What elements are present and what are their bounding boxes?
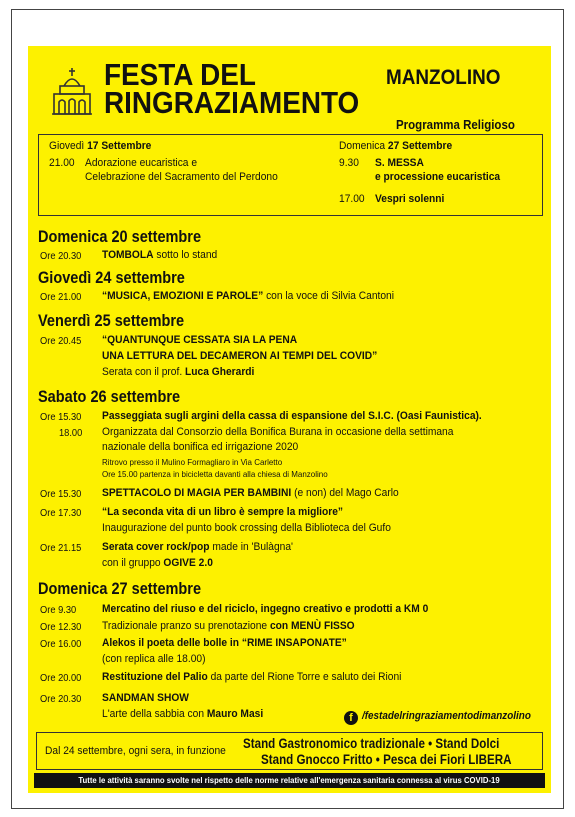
facebook-handle[interactable]: /festadelringraziamentodimanzolino bbox=[362, 710, 531, 722]
rel-right-event1-line1: S. MESSA bbox=[375, 157, 424, 169]
day-heading: Sabato 26 settembre bbox=[38, 388, 181, 406]
stands-line-2: Stand Gnocco Fritto • Pesca dei Fiori LIBERA bbox=[261, 752, 512, 767]
event-time: Ore 15.30 bbox=[40, 412, 82, 423]
rel-right-event1-line2: e processione eucaristica bbox=[375, 171, 501, 183]
day-heading: Venerdì 25 settembre bbox=[38, 312, 185, 330]
event-text: SANDMAN SHOW bbox=[102, 692, 189, 704]
day-heading: Domenica 20 settembre bbox=[38, 228, 202, 246]
facebook-icon: f bbox=[344, 711, 358, 725]
event-text: Restituzione del Palio da parte del Rione Torre e saluto dei Rioni bbox=[102, 671, 402, 683]
title-line-1: FESTA DEL bbox=[104, 57, 256, 92]
event-text: Inaugurazione del punto book crossing della Biblioteca del Gufo bbox=[102, 522, 391, 534]
event-time: Ore 15.30 bbox=[40, 489, 82, 500]
event-note: Ore 15.00 partenza in bicicletta davanti alla chiesa di Manzolino bbox=[102, 469, 328, 479]
rel-left-line1: Adorazione eucaristica e bbox=[85, 157, 198, 169]
event-text: Alekos il poeta delle bolle in “RIME INSAPONATE” bbox=[102, 637, 347, 649]
event-text: “La seconda vita di un libro è sempre la migliore” bbox=[102, 506, 344, 518]
event-text: Passeggiata sugli argini della cassa di espansione del S.I.C. (Oasi Faunistica). bbox=[102, 410, 482, 422]
program-label: Programma Religioso bbox=[396, 118, 515, 132]
day-heading: Domenica 27 settembre bbox=[38, 580, 202, 598]
event-text: “QUANTUNQUE CESSATA SIA LA PENA bbox=[102, 334, 298, 346]
event-time: 18.00 bbox=[59, 428, 83, 439]
event-text: nazionale della bonifica ed irrigazione 2020 bbox=[102, 441, 299, 453]
event-time: Ore 21.00 bbox=[40, 292, 82, 303]
rel-left-line2: Celebrazione del Sacramento del Perdono bbox=[85, 171, 278, 183]
event-time: Ore 9.30 bbox=[40, 605, 77, 616]
rel-right-time1: 9.30 bbox=[339, 157, 359, 169]
event-text: Organizzata dal Consorzio della Bonifica Burana in occasione della settimana bbox=[102, 426, 454, 438]
event-text: Mercatino del riuso e del riciclo, ingegno creativo e prodotti a KM 0 bbox=[102, 603, 429, 615]
rel-right-event2: Vespri solenni bbox=[375, 193, 445, 205]
event-text: TOMBOLA sotto lo stand bbox=[102, 249, 218, 261]
title-line-2: RINGRAZIAMENTO bbox=[104, 85, 360, 120]
event-text: (con replica alle 18.00) bbox=[102, 653, 206, 665]
stands-box bbox=[36, 732, 543, 770]
event-text: UNA LETTURA DEL DECAMERON AI TEMPI DEL COVID” bbox=[102, 350, 378, 362]
event-time: Ore 17.30 bbox=[40, 508, 82, 519]
event-text: Serata con il prof. Luca Gherardi bbox=[102, 366, 255, 378]
event-time: Ore 16.00 bbox=[40, 639, 82, 650]
rel-left-heading: Giovedì 17 Settembre bbox=[49, 140, 152, 152]
event-time: Ore 21.15 bbox=[40, 543, 82, 554]
event-time: Ore 20.30 bbox=[40, 694, 82, 705]
event-text: con il gruppo OGIVE 2.0 bbox=[102, 557, 213, 569]
day-heading: Giovedì 24 settembre bbox=[38, 269, 185, 287]
event-note: Ritrovo presso il Mulino Formagliaro in Via Carletto bbox=[102, 457, 283, 467]
event-time: Ore 20.45 bbox=[40, 336, 82, 347]
event-text: L'arte della sabbia con Mauro Masi bbox=[102, 708, 264, 720]
event-time: Ore 20.30 bbox=[40, 251, 82, 262]
religious-program-box bbox=[38, 134, 543, 216]
church-logo-icon bbox=[50, 64, 94, 118]
rel-right-time2: 17.00 bbox=[339, 193, 365, 205]
rel-right-heading: Domenica 27 Settembre bbox=[339, 140, 453, 152]
covid-footer-note: Tutte le attività saranno svolte nel rispetto delle norme relative all'emergenza sanitaria connessa al virus COVID-19 bbox=[34, 773, 545, 788]
town-name: MANZOLINO bbox=[386, 66, 501, 89]
rel-left-time: 21.00 bbox=[49, 157, 75, 169]
event-text: Serata cover rock/pop made in 'Bulàgna' bbox=[102, 541, 294, 553]
event-text: “MUSICA, EMOZIONI E PAROLE” con la voce di Silvia Cantoni bbox=[102, 290, 395, 302]
poster bbox=[28, 46, 551, 793]
event-text: Tradizionale pranzo su prenotazione con MENÙ FISSO bbox=[102, 620, 355, 632]
stands-intro: Dal 24 settembre, ogni sera, in funzione bbox=[45, 745, 226, 757]
event-time: Ore 20.00 bbox=[40, 673, 82, 684]
event-text: SPETTACOLO DI MAGIA PER BAMBINI (e non) del Mago Carlo bbox=[102, 487, 399, 499]
event-time: Ore 12.30 bbox=[40, 622, 82, 633]
stands-line-1: Stand Gastronomico tradizionale • Stand Dolci bbox=[243, 736, 500, 751]
